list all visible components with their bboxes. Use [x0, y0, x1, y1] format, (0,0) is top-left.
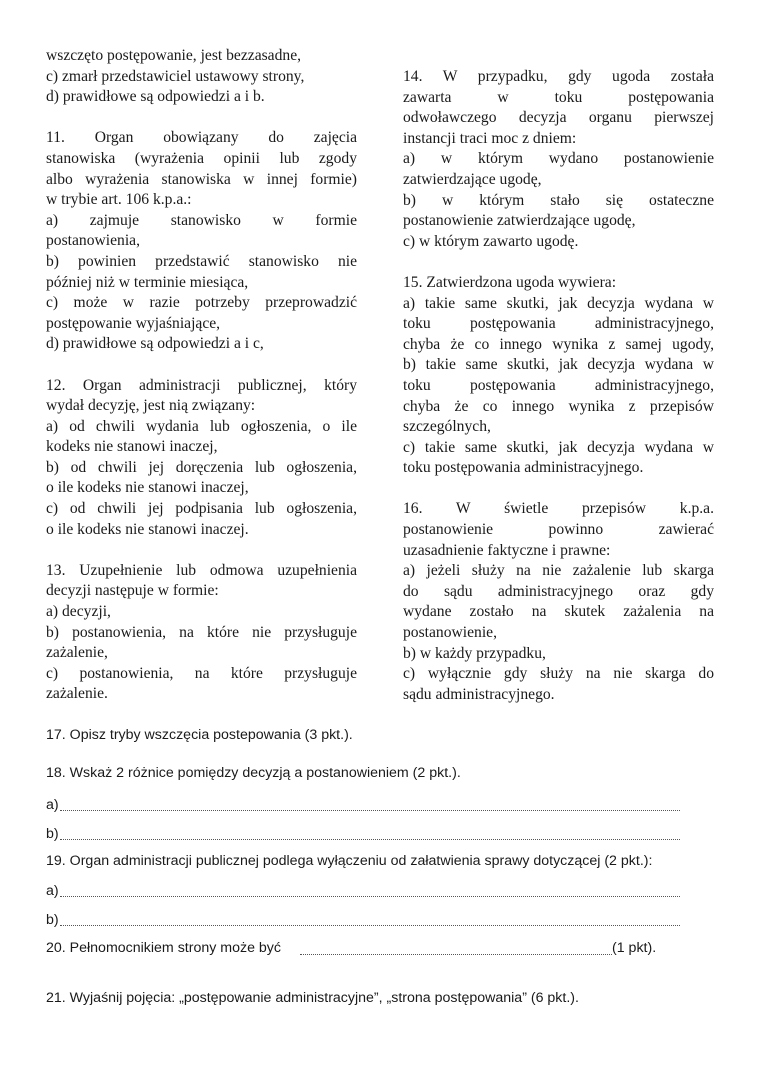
right-column-text-line: 15. Zatwierdzona ugoda wywiera: — [403, 273, 617, 291]
right-column-text-line: instancji traci moc z dniem: — [403, 129, 577, 147]
left-column-text-line: a) zajmuje stanowisko w formie — [46, 211, 357, 229]
left-column-text-line: decyzji następuje w formie: — [46, 582, 219, 600]
question-19-answer-b-label: b) — [46, 912, 59, 928]
right-column-spacer — [403, 479, 714, 500]
right-column-text-line: odwoławczego decyzja organu pierwszej — [403, 109, 714, 127]
right-column-text-line: postanowienie zatwierdzające ugodę, — [403, 212, 636, 230]
right-column-text-line: 14. W przypadku, gdy ugoda została — [403, 68, 714, 85]
left-column-text-line: później niż w terminie miesiąca, — [46, 273, 249, 291]
right-column-text-line: postanowienie powinno zawierać — [403, 521, 714, 539]
question-21: 21. Wyjaśnij pojęcia: „postępowanie administracyjne”, „strona postępowania” (6 pkt.). — [46, 990, 579, 1006]
right-column-text-line: wydane zostało na skutek zażalenia na — [403, 603, 714, 621]
right-column-text-line: toku postępowania administracyjnego, — [403, 315, 714, 333]
left-column-text-line: a) decyzji, — [46, 603, 111, 621]
right-column-spacer — [403, 252, 714, 273]
question-19-answer-a-label: a) — [46, 883, 59, 899]
right-column-text-line: b) w każdy przypadku, — [403, 644, 546, 662]
left-column-text-line: a) od chwili wydania lub ogłoszenia, o ile — [46, 417, 357, 435]
right-column — [403, 67, 714, 705]
right-column-text-line: postanowienie, — [403, 624, 497, 642]
question-20-suffix: (1 pkt). — [612, 940, 657, 956]
left-column-text-line: 12. Organ administracji publicznej, który — [46, 376, 357, 394]
right-column-text-line: sądu administracyjnego. — [403, 685, 555, 703]
left-column-text-line: zażalenie. — [46, 685, 108, 703]
right-column-text-line: b) w którym stało się ostateczne — [403, 191, 714, 209]
left-column-text-line: stanowiska (wyrażenia opinii lub zgody — [46, 149, 357, 167]
right-column-text-line: zatwierdzające ugodę, — [403, 170, 542, 188]
question-17: 17. Opisz tryby wszczęcia postepowania (3 pkt.). — [46, 727, 353, 743]
right-column-text-line: b) takie same skutki, jak decyzja wydana w — [403, 356, 714, 374]
right-column-text-line: zawarta w toku postępowania — [403, 88, 714, 106]
left-column-text-line: c) może w razie potrzeby przeprowadzić — [46, 294, 357, 312]
left-column-text-line: zażalenie, — [46, 644, 108, 662]
left-column — [46, 46, 357, 705]
right-column-text-line: uzasadnienie faktyczne i prawne: — [403, 541, 611, 559]
left-column-text-line: kodeks nie stanowi inaczej, — [46, 438, 218, 456]
left-column-text-line: wszczęto postępowanie, jest bezzasadne, — [46, 47, 302, 64]
left-column-spacer — [46, 355, 357, 376]
question-18-answer-a-label: a) — [46, 797, 59, 813]
right-column-text-line: c) wyłącznie gdy służy na nie skarga do — [403, 665, 714, 683]
question-18: 18. Wskaż 2 różnice pomiędzy decyzją a postanowieniem (2 pkt.). — [46, 765, 461, 781]
left-column-text-line: c) od chwili jej podpisania lub ogłoszenia, — [46, 500, 357, 518]
right-column-text-line: c) takie same skutki, jak decyzja wydana w — [403, 438, 714, 456]
right-column-text-line: c) w którym zawarto ugodę. — [403, 232, 579, 250]
left-column-text-line: 13. Uzupełnienie lub odmowa uzupełnienia — [46, 561, 357, 579]
question-18-answer-a-line[interactable] — [60, 810, 680, 811]
left-column-text-line: o ile kodeks nie stanowi inaczej. — [46, 520, 249, 538]
left-column-text-line: w trybie art. 106 k.p.a.: — [46, 191, 192, 209]
left-column-text-line: b) powinien przedstawić stanowisko nie — [46, 252, 357, 270]
left-column-text-line: d) prawidłowe są odpowiedzi a i b. — [46, 88, 265, 106]
question-18-answer-b-label: b) — [46, 826, 59, 842]
right-column-text-line: szczególnych, — [403, 418, 491, 436]
right-column-text-line: toku postępowania administracyjnego. — [403, 459, 644, 477]
question-20-prefix: 20. Pełnomocnikiem strony może być — [46, 940, 281, 956]
question-19: 19. Organ administracji publicznej podlega wyłączeniu od załatwienia sprawy dotyczącej (2 pkt.): — [46, 853, 653, 869]
left-column-text-line: 11. Organ obowiązany do zajęcia — [46, 129, 357, 147]
left-column-text-line: albo wyrażenia stanowiska w innej formie) — [46, 170, 357, 188]
question-18-answer-b-line[interactable] — [60, 839, 680, 840]
left-column-text-line: wydał decyzję, jest nią związany: — [46, 397, 256, 415]
left-column-spacer — [46, 540, 357, 561]
question-20-answer-line[interactable] — [300, 954, 612, 955]
left-column-spacer — [46, 108, 357, 129]
left-column-text-line: d) prawidłowe są odpowiedzi a i c, — [46, 335, 264, 353]
right-column-text-line: chyba że co innego wynika z przepisów — [403, 397, 714, 415]
left-column-text-line: b) postanowienia, na które nie przysługuje — [46, 623, 357, 641]
right-column-text-line: a) w którym wydano postanowienie — [403, 150, 714, 168]
right-column-text-line: a) jeżeli służy na nie zażalenie lub skarga — [403, 562, 714, 580]
right-column-text-line: a) takie same skutki, jak decyzja wydana w — [403, 294, 714, 312]
left-column-text-line: b) od chwili jej doręczenia lub ogłoszenia, — [46, 458, 357, 476]
question-19-answer-a-line[interactable] — [60, 896, 680, 897]
left-column-text-line: c) zmarł przedstawiciel ustawowy strony, — [46, 67, 305, 85]
left-column-text-line: o ile kodeks nie stanowi inaczej, — [46, 479, 249, 497]
right-column-text-line: do sądu administracyjnego oraz gdy — [403, 582, 714, 600]
right-column-text-line: 16. W świetle przepisów k.p.a. — [403, 500, 714, 518]
left-column-text-line: postanowienia, — [46, 232, 140, 250]
left-column-text-line: c) postanowienia, na które przysługuje — [46, 664, 357, 682]
left-column-text-line: postępowanie wyjaśniające, — [46, 314, 221, 332]
question-19-answer-b-line[interactable] — [60, 925, 680, 926]
right-column-text-line: chyba że co innego wynika z samej ugody, — [403, 335, 714, 353]
right-column-text-line: toku postępowania administracyjnego, — [403, 376, 714, 394]
